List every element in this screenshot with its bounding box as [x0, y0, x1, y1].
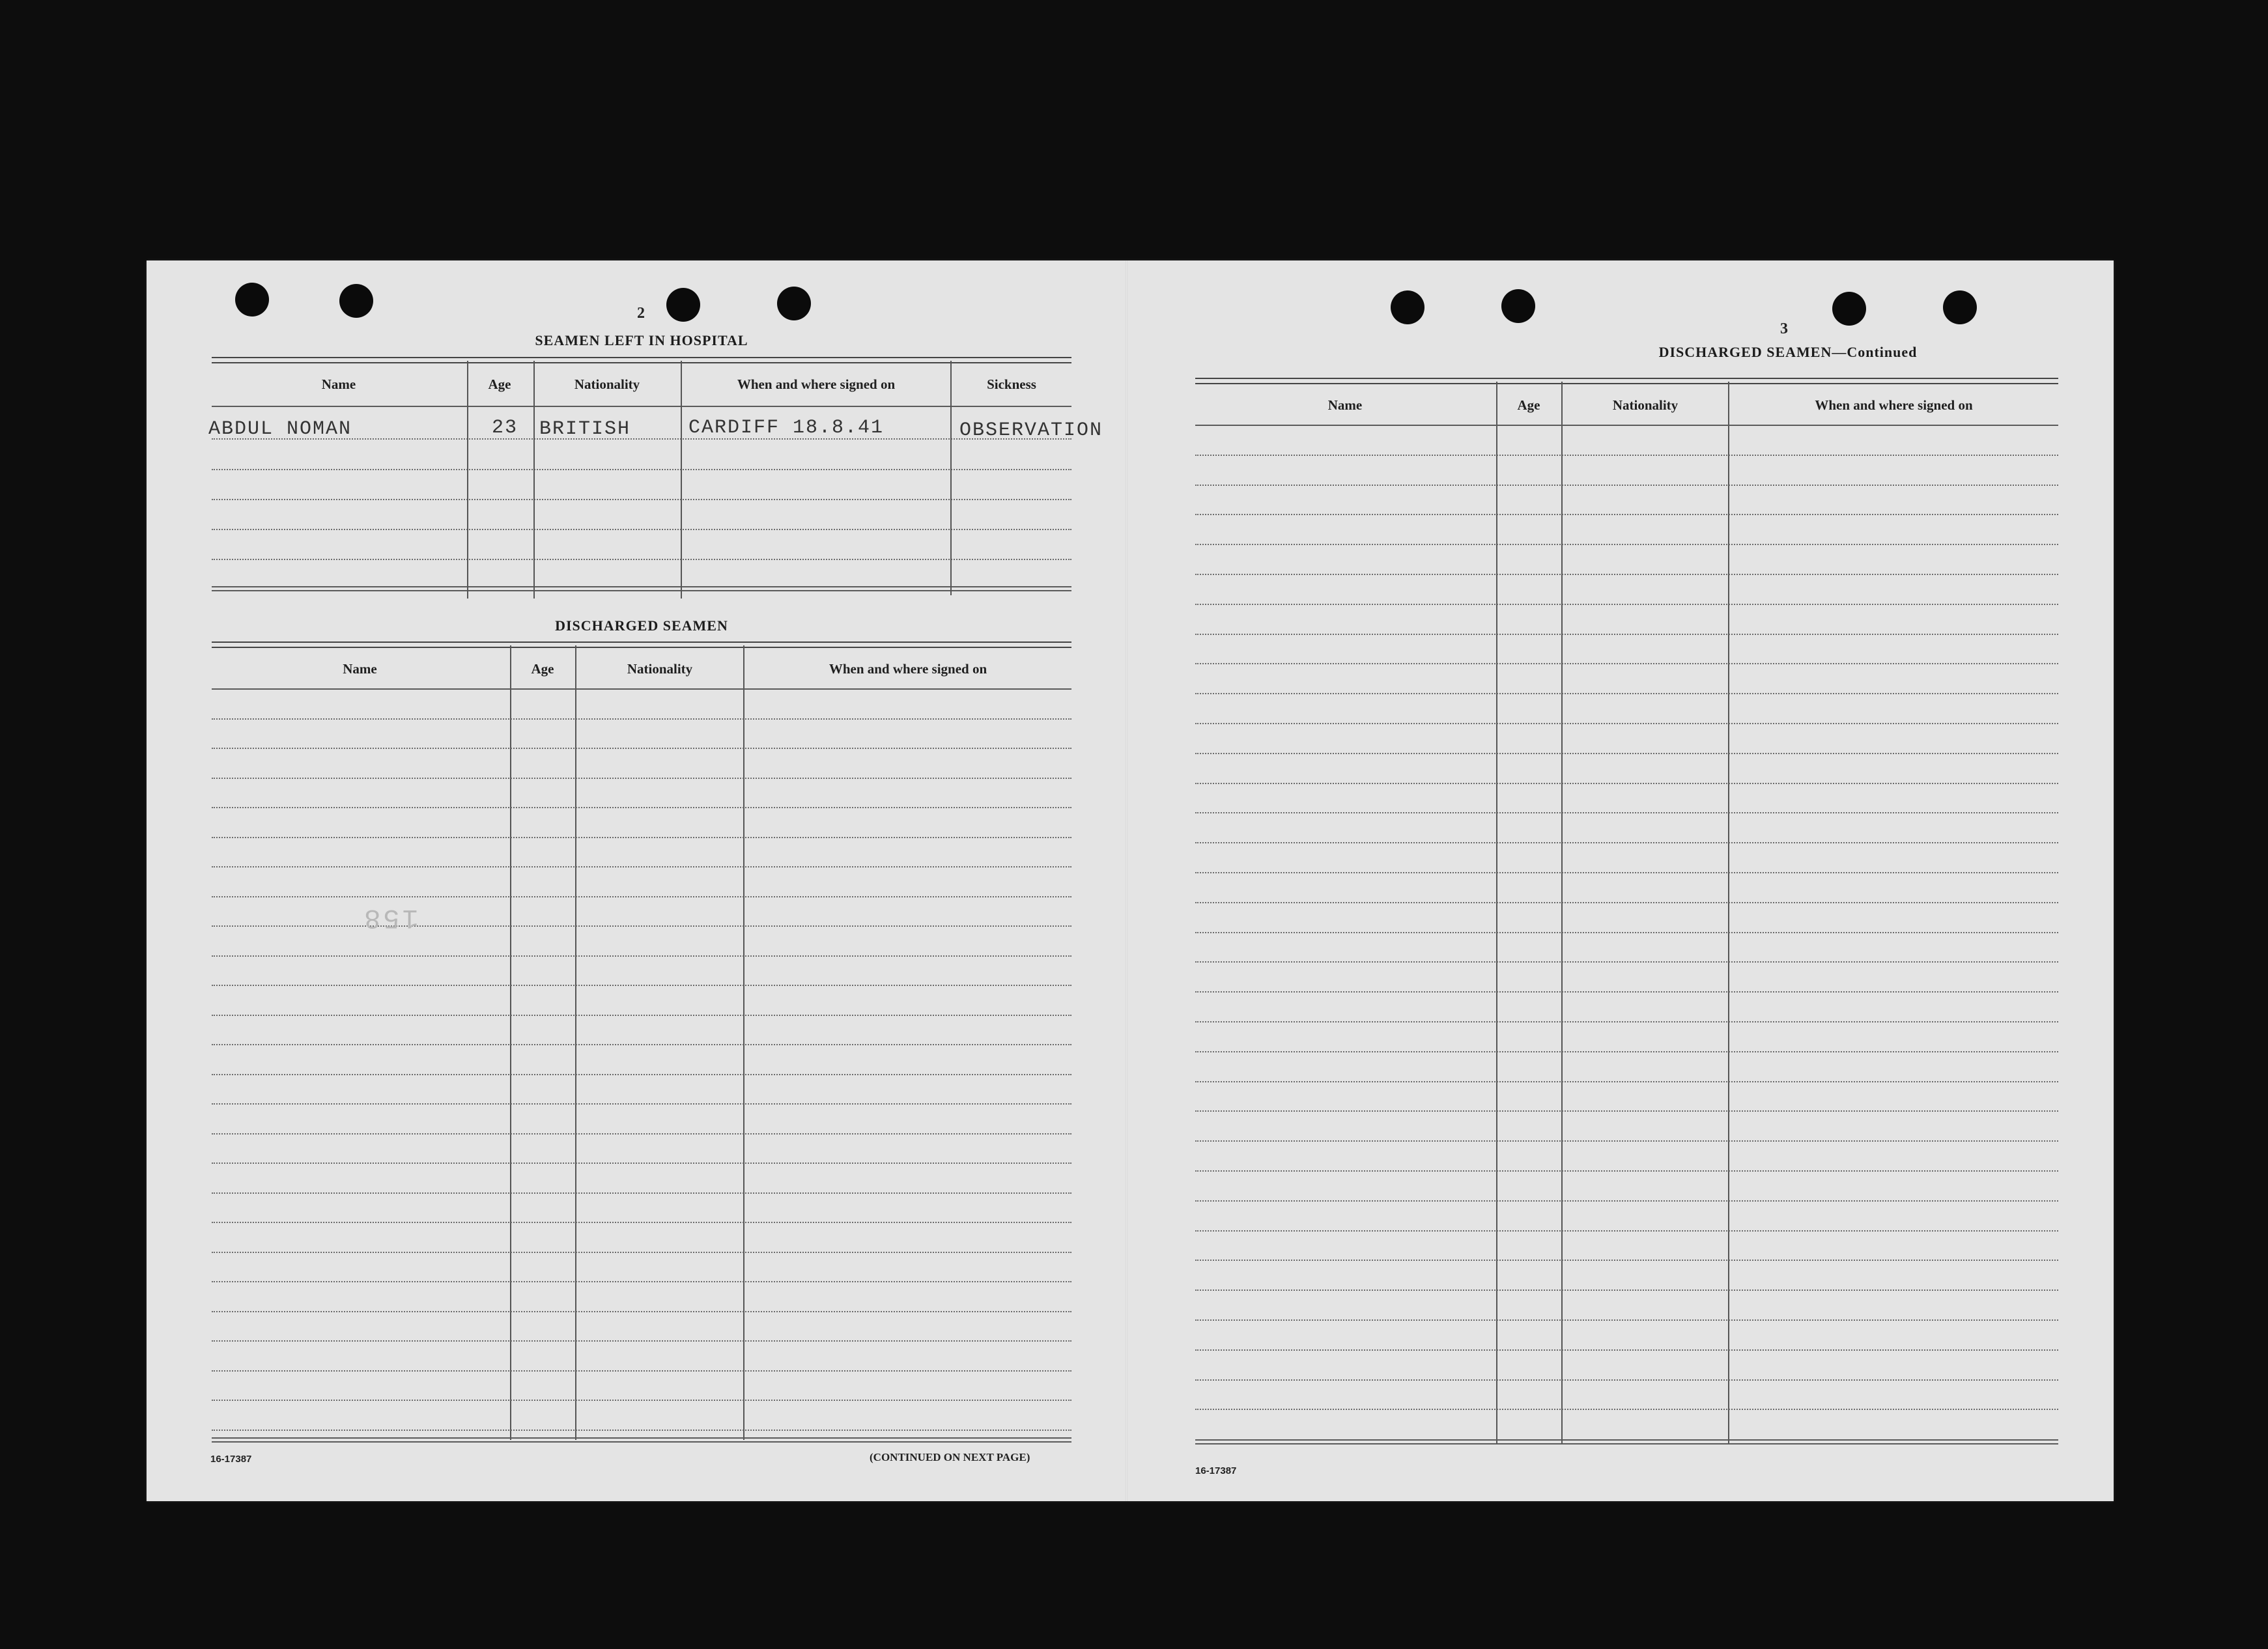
row-line [212, 718, 1071, 720]
continued-note: (CONTINUED ON NEXT PAGE) [870, 1451, 1030, 1463]
row-line [212, 1222, 1071, 1223]
column-header-name: Name [1327, 397, 1363, 413]
row-line [1195, 1290, 2058, 1291]
column-header-nationality: Nationality [1612, 397, 1679, 413]
discharged-section-title: DISCHARGED SEAMEN [555, 617, 728, 634]
row-line [212, 985, 1071, 986]
row-line [1195, 753, 2058, 754]
row-line [212, 1015, 1071, 1016]
bottom-rule [1195, 1443, 2058, 1445]
column-header-nationality: Nationality [574, 376, 640, 392]
row-line [1195, 1200, 2058, 1202]
header-rule [212, 688, 1071, 690]
row-line [1195, 723, 2058, 724]
bottom-rule [212, 1437, 1071, 1439]
discharged-continued-table [1195, 378, 2058, 1446]
column-header-nationality: Nationality [627, 661, 693, 677]
row-line [1195, 1140, 2058, 1142]
row-line [1195, 1409, 2058, 1410]
row-line [1195, 604, 2058, 605]
row-line [1195, 663, 2058, 664]
row-line [212, 837, 1071, 838]
row-line [1195, 872, 2058, 873]
faint-stamp: 158 [361, 902, 419, 933]
row-line [212, 748, 1071, 749]
bottom-rule [1195, 1439, 2058, 1441]
row-line [212, 896, 1071, 897]
hospital-section-title: SEAMEN LEFT IN HOSPITAL [535, 332, 748, 348]
row-line [1195, 544, 2058, 545]
row-line [1195, 1349, 2058, 1351]
row-line [1195, 1021, 2058, 1022]
column-header-sickness: Sickness [987, 376, 1036, 392]
column-header-signed-on: When and where signed on [1815, 397, 1973, 413]
row-line [1195, 1230, 2058, 1232]
row-line [212, 1074, 1071, 1075]
column-header-name: Name [343, 661, 377, 677]
row-line [1195, 842, 2058, 843]
row-line [212, 1133, 1071, 1135]
row-line [1195, 812, 2058, 813]
row-line [1195, 1081, 2058, 1082]
row-line [1195, 902, 2058, 903]
row-line [212, 1311, 1071, 1312]
row-line [1195, 991, 2058, 993]
row-line [1195, 1170, 2058, 1172]
form-code: 16-17387 [210, 1454, 252, 1465]
document-sheet [147, 261, 2114, 1501]
column-header-signed-on: When and where signed on [737, 376, 896, 392]
row-line [212, 1163, 1071, 1164]
row-line [212, 1281, 1071, 1282]
row-line [1195, 455, 2058, 456]
column-header-name: Name [321, 376, 356, 392]
row-line [212, 1370, 1071, 1372]
row-line [212, 1400, 1071, 1401]
row-line [1195, 634, 2058, 635]
row-line [212, 1430, 1071, 1431]
row-line [1195, 485, 2058, 486]
column-header-age: Age [531, 661, 554, 677]
row-line [212, 955, 1071, 957]
column-header-age: Age [1517, 397, 1540, 413]
form-code: 16-17387 [1195, 1465, 1237, 1476]
row-line [1195, 932, 2058, 933]
table-cell-name: ABDUL NOMAN [208, 418, 352, 440]
row-line [1195, 1379, 2058, 1381]
row-line [212, 1103, 1071, 1105]
row-line [1195, 783, 2058, 784]
table-cell-signed-on: CARDIFF 18.8.41 [688, 417, 885, 439]
row-line [1195, 1110, 2058, 1112]
row-line [212, 1340, 1071, 1342]
hospital-table [212, 357, 1071, 608]
row-line [1195, 961, 2058, 963]
row-line [1195, 693, 2058, 694]
row-line [1195, 1260, 2058, 1261]
center-fold [1126, 261, 1127, 1501]
discharged-table [212, 641, 1071, 1449]
left-page [147, 261, 1124, 1501]
page-number: 2 [637, 305, 645, 322]
row-line [212, 925, 1071, 927]
row-line [212, 1192, 1071, 1194]
row-line [1195, 574, 2058, 575]
table-cell-sickness: OBSERVATION [959, 419, 1103, 442]
row-line [212, 778, 1071, 779]
page-number: 3 [1780, 320, 1788, 337]
row-line [1195, 1051, 2058, 1052]
table-cell-nationality: BRITISH [539, 418, 631, 440]
row-line [212, 807, 1071, 808]
row-line [212, 1044, 1071, 1045]
row-line [1195, 1319, 2058, 1321]
table-cell-age: 23 [492, 417, 518, 439]
bottom-rule [212, 1441, 1071, 1443]
header-rule [1195, 425, 2058, 426]
row-line [1195, 514, 2058, 515]
row-line [212, 1252, 1071, 1253]
column-header-age: Age [488, 376, 511, 392]
discharged-continued-title: DISCHARGED SEAMEN—Continued [1658, 344, 1918, 360]
column-header-signed-on: When and where signed on [829, 661, 987, 677]
right-page [1130, 261, 2114, 1501]
row-line [212, 866, 1071, 867]
